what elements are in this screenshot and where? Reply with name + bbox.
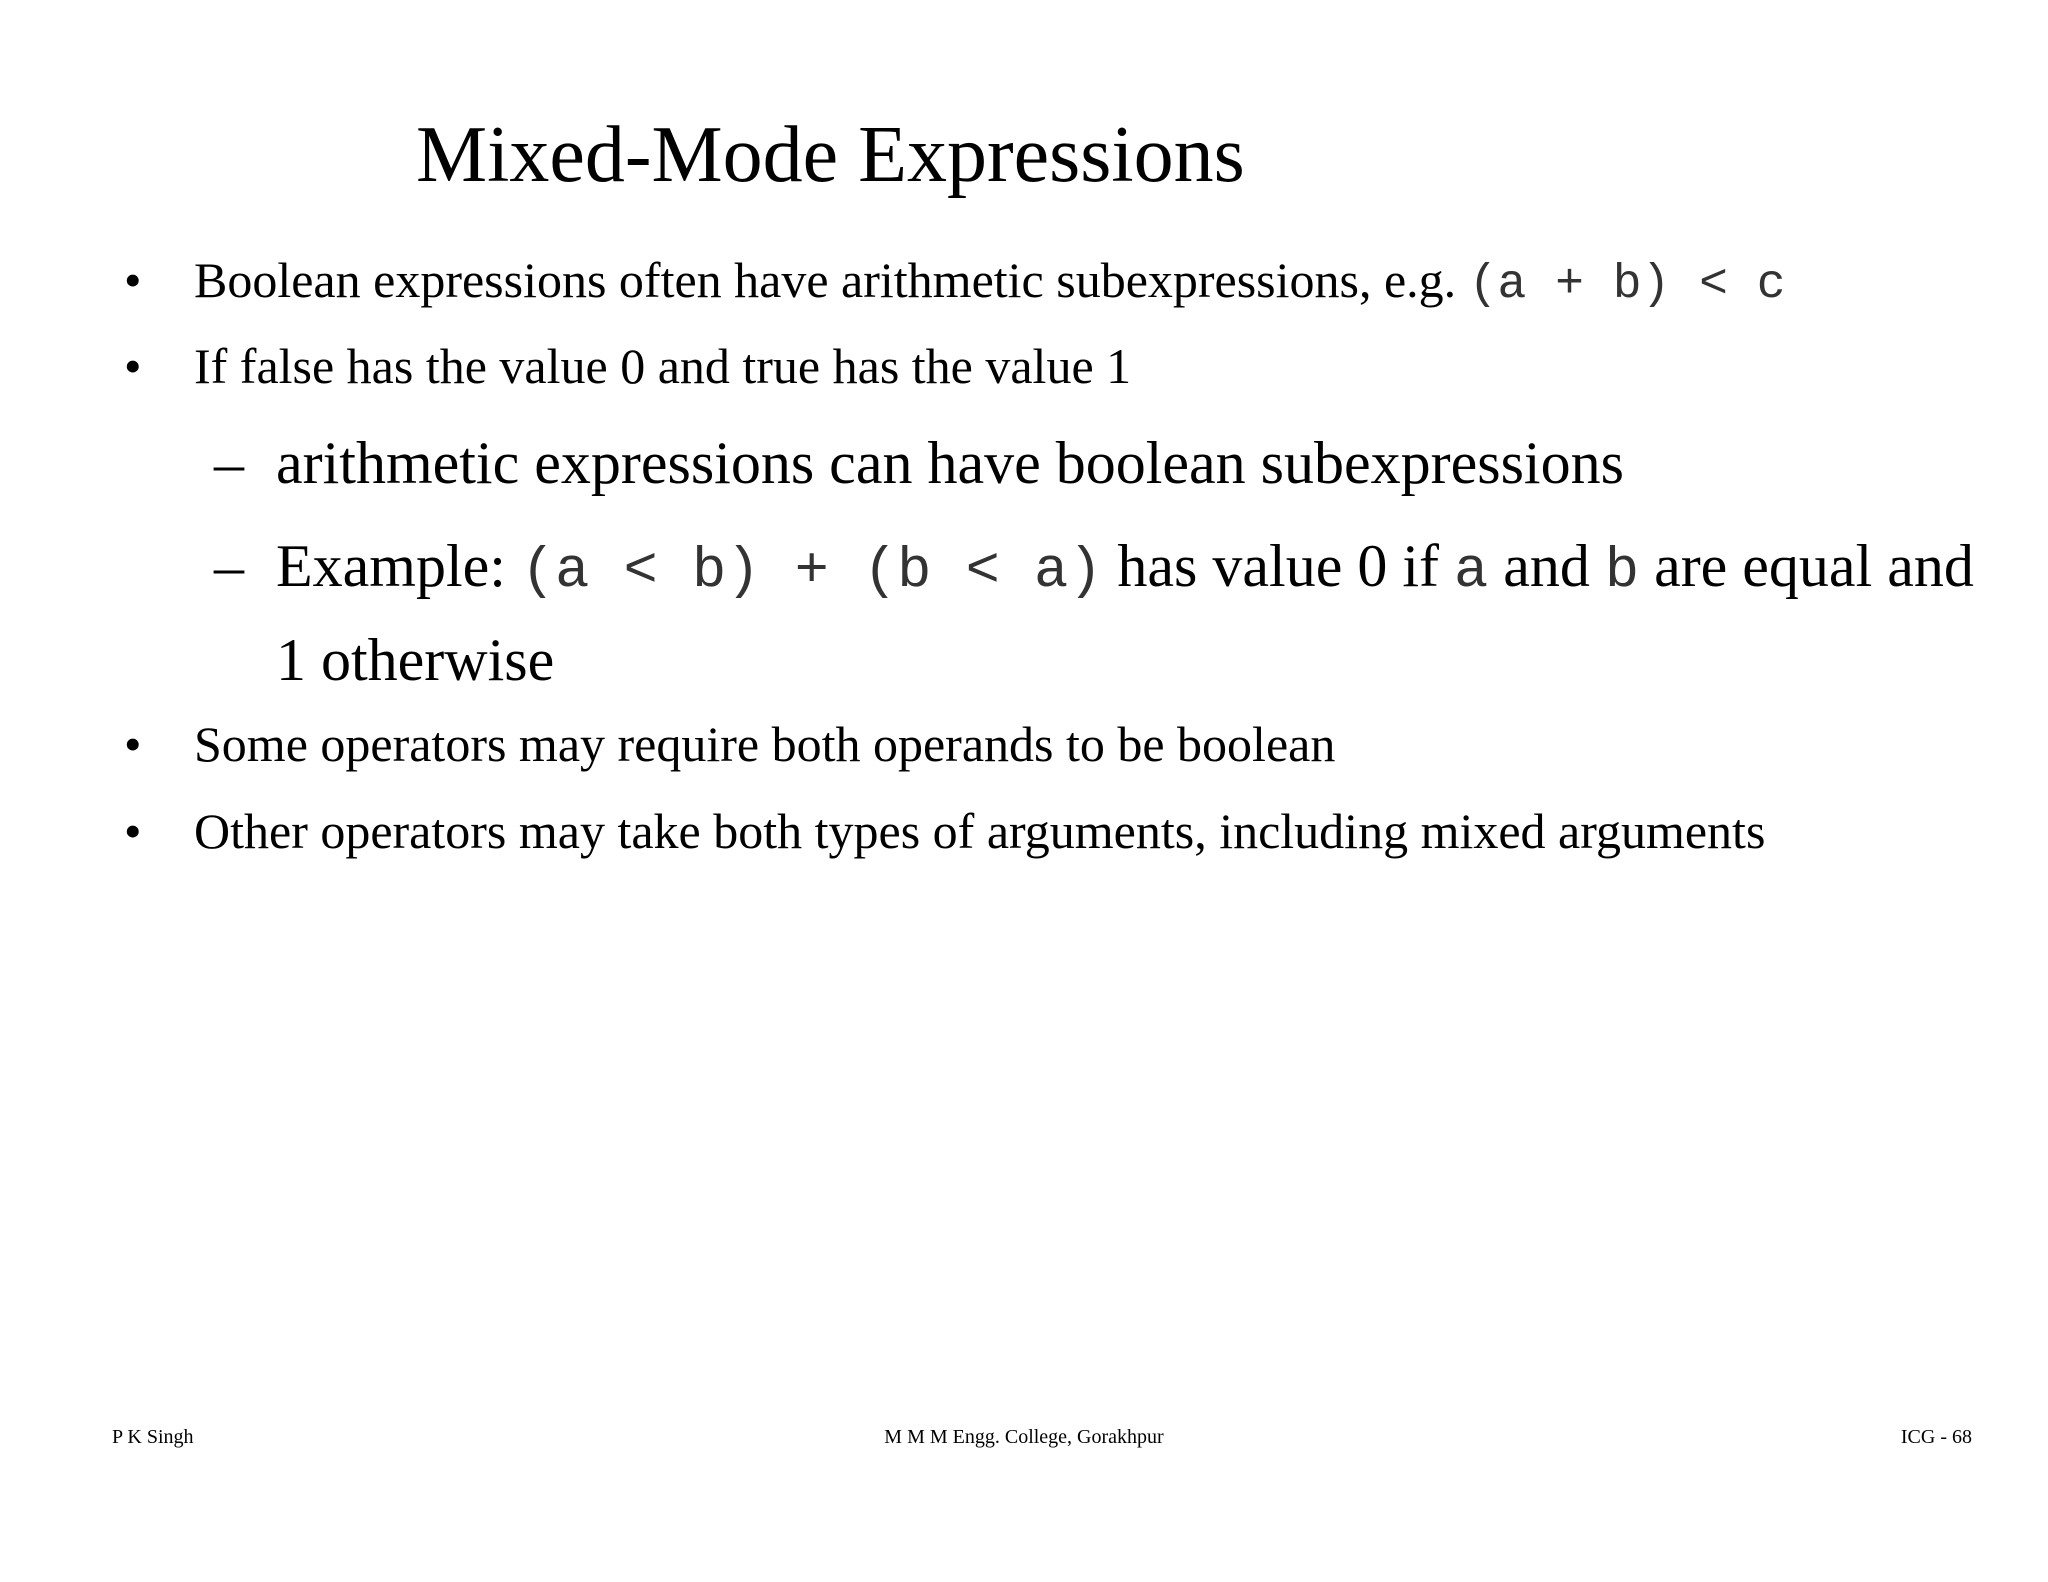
dash-marker: – xyxy=(214,533,244,599)
bullet-text: Some operators may require both operands to be boolean xyxy=(194,716,1336,772)
bullet-marker: • xyxy=(124,716,142,772)
example-middle: has value 0 if xyxy=(1102,533,1454,599)
code-variable-b: b xyxy=(1604,540,1640,604)
footer-page-number: ICG - 68 xyxy=(1900,1426,1972,1448)
example-suffix: are equal and 1 otherwise xyxy=(276,533,1974,693)
footer-institution: M M M Engg. College, Gorakhpur xyxy=(884,1426,1164,1448)
sub-bullet-text: arithmetic expressions can have boolean subexpressions xyxy=(276,430,1624,496)
example-prefix: Example: xyxy=(276,533,521,599)
slide-title: Mixed-Mode Expressions xyxy=(416,111,1245,199)
bullet-text xyxy=(194,252,1786,313)
example-and: and xyxy=(1488,533,1605,599)
footer-author: P K Singh xyxy=(112,1426,194,1448)
bullet-text-content: Boolean expressions often have arithmetic subexpressions, e.g. xyxy=(194,252,1469,308)
sub-bullet-text xyxy=(276,522,2016,704)
code-variable-a: a xyxy=(1453,540,1489,604)
bullet-marker: • xyxy=(124,338,142,394)
bullet-text: Other operators may take both types of arguments, including mixed arguments xyxy=(194,803,1766,859)
code-snippet: (a < b) + (b < a) xyxy=(520,540,1103,604)
code-snippet: (a + b) < c xyxy=(1468,258,1786,312)
bullet-text: If false has the value 0 and true has the value 1 xyxy=(194,338,1132,394)
dash-marker: – xyxy=(214,430,244,496)
bullet-marker: • xyxy=(124,252,142,308)
bullet-marker: • xyxy=(124,803,142,859)
